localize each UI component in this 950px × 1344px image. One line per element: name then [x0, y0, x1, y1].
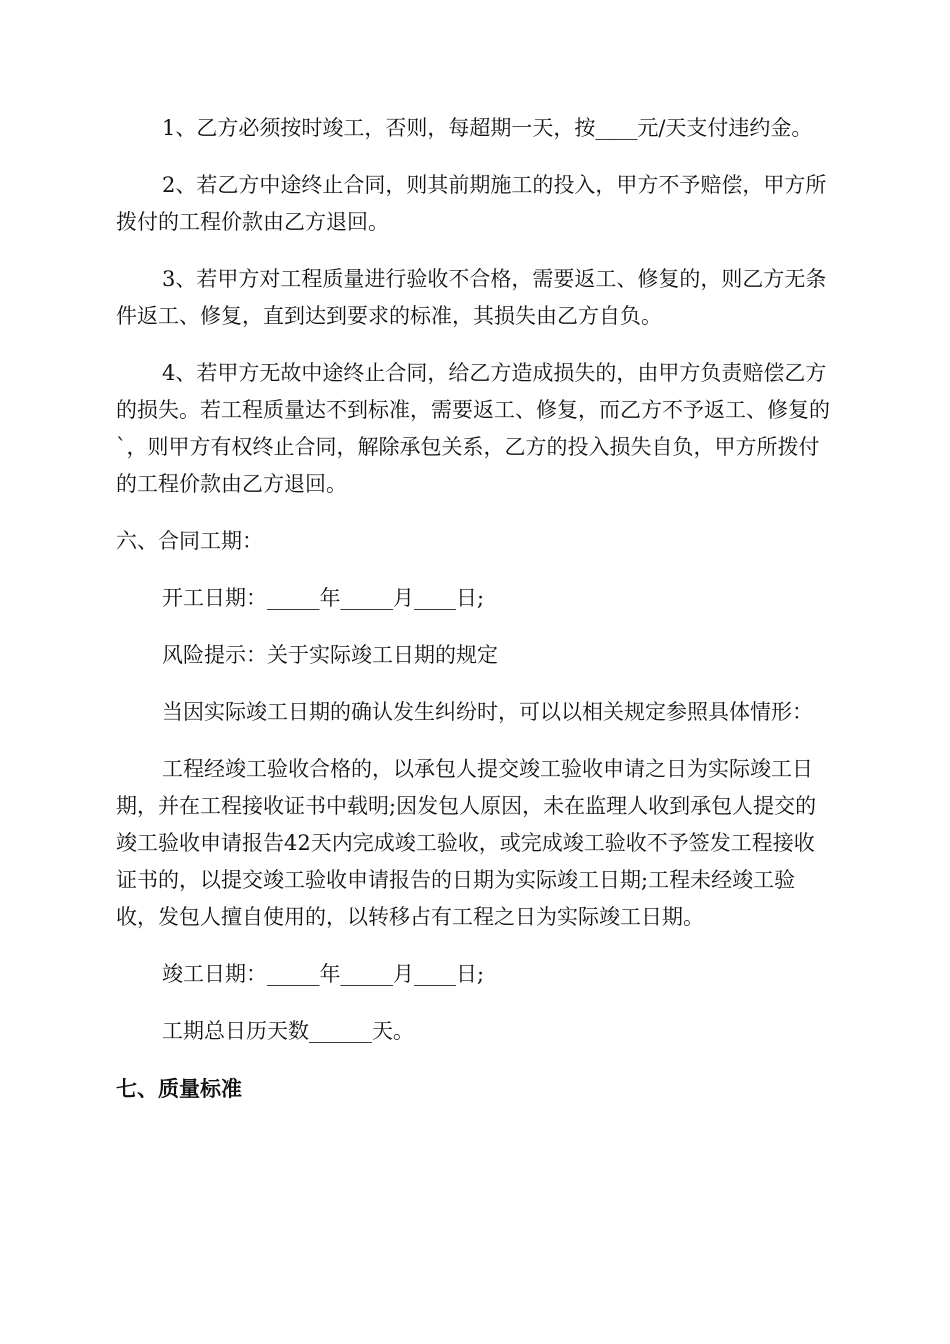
total-days-line: 工期总日历天数______天。 [162, 1019, 414, 1043]
paragraph-overdue-penalty: 1、乙方必须按时竣工，否则，每超期一天，按____元/天支付违约金。 [162, 116, 813, 140]
section-heading-quality-standard: 七、质量标准 [116, 1076, 242, 1101]
paragraph-completion-rules: 工程经竣工验收合格的，以承包人提交竣工验收申请之日为实际竣工日期，并在工程接收证书中载明;因发包人原因，未在监理人收到承包人提交的竣工验收申请报告42天内完成竣工验收，或完成竣工验收不予签发工程接收证书的，以提交竣工验收申请报告的日期为实际竣工日期;工程未经竣工验收，发包人擅自使用的，以转移占有工程之日为实际竣工日期。 [116, 757, 817, 929]
paragraph-owner-termination: 4、若甲方无故中途终止合同，给乙方造成损失的，由甲方负责赔偿乙方的损失。若工程质量达不到标准，需要返工、修复，而乙方不予返工、修复的`，则甲方有权终止合同，解除承包关系，乙方的投入损失自负，甲方所拨付的工程价款由乙方退回。 [116, 361, 830, 496]
risk-notice: 风险提示：关于实际竣工日期的规定 [162, 643, 498, 667]
start-date-line: 开工日期：_____年_____月____日; [162, 586, 485, 610]
paragraph-quality-rework: 3、若甲方对工程质量进行验收不合格，需要返工、修复的，则乙方无条件返工、修复，直到达到要求的标准，其损失由乙方自负。 [116, 267, 827, 328]
paragraph-contractor-termination: 2、若乙方中途终止合同，则其前期施工的投入，甲方不予赔偿，甲方所拨付的工程价款由乙方退回。 [116, 173, 827, 234]
completion-date-line: 竣工日期：_____年_____月____日; [162, 962, 485, 986]
document-page [116, 110, 832, 1127]
paragraph-dispute-intro: 当因实际竣工日期的确认发生纠纷时，可以以相关规定参照具体情形： [162, 700, 813, 724]
section-heading-contract-period: 六、合同工期： [116, 529, 263, 553]
